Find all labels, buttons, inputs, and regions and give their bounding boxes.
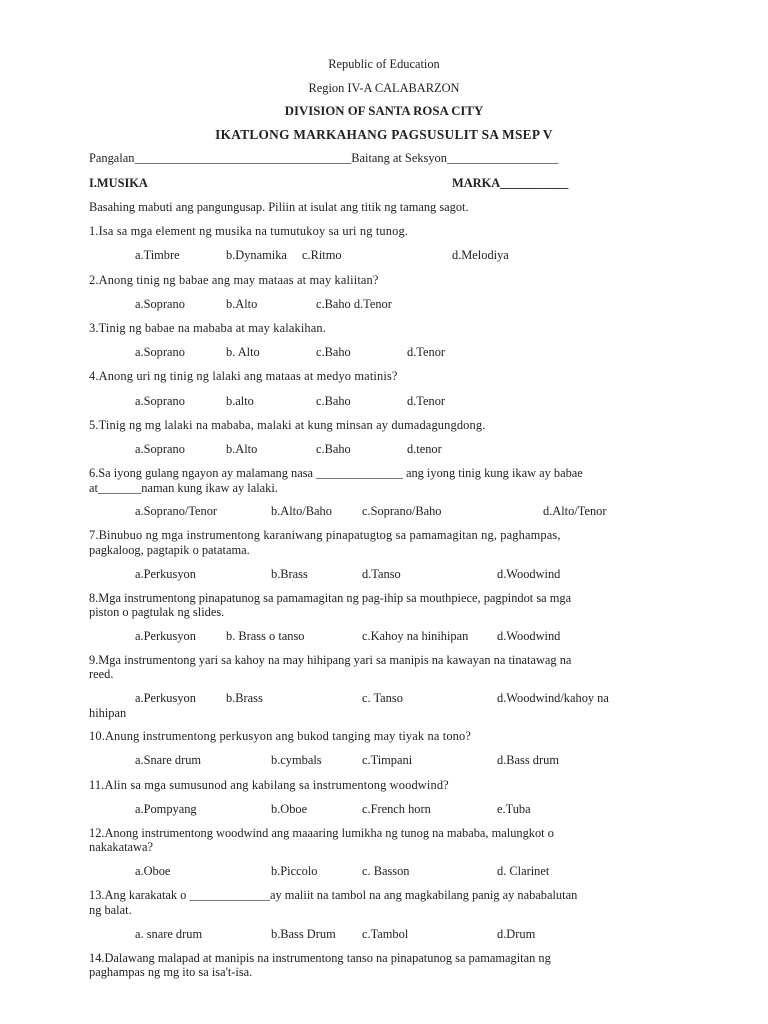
- question-6-line1: 6.Sa iyong gulang ngayon ay malamang nasa ______________ ang iyong tinig kung ikaw ay babae: [89, 466, 583, 480]
- question-13-line1: 13.Ang karakatak o _____________ay maliit na tambol na ang magkabilang panig ay nababalutan: [89, 888, 578, 902]
- choice-6d: d.Alto/Tenor: [543, 504, 607, 518]
- choice-2cd: c.Baho d.Tenor: [316, 297, 392, 311]
- header-division: DIVISION OF SANTA ROSA CITY: [284, 104, 484, 118]
- choice-8d: d.Woodwind: [497, 629, 561, 643]
- question-6-line2: at_______naman kung ikaw ay lalaki.: [89, 481, 278, 495]
- question-11: 11.Alin sa mga sumusunod ang kabilang sa instrumentong woodwind?: [89, 778, 449, 792]
- question-8-line2: piston o pagtulak ng slides.: [89, 605, 225, 619]
- choice-10b: b.cymbals: [271, 753, 322, 767]
- choice-7d: d.Woodwind: [497, 567, 561, 581]
- question-9-line2: reed.: [89, 667, 114, 681]
- choice-7a: a.Perkusyon: [135, 567, 196, 581]
- choice-11a: a.Pompyang: [135, 802, 197, 816]
- choice-9c: c. Tanso: [362, 691, 403, 705]
- choice-10d: d.Bass drum: [497, 753, 559, 767]
- choice-1b: b.Dynamika: [226, 248, 287, 262]
- choice-10a: a.Snare drum: [135, 753, 202, 767]
- choice-3d: d.Tenor: [407, 345, 446, 359]
- header-region: Region IV-A CALABARZON: [308, 81, 460, 95]
- choice-4d: d.Tenor: [407, 394, 446, 408]
- question-5: 5.Tinig ng mg lalaki na mababa, malaki at kung minsan ay dumadagungdong.: [89, 418, 486, 432]
- choice-1d: d.Melodiya: [452, 248, 509, 262]
- instructions: Basahing mabuti ang pangungusap. Piliin at isulat ang titik ng tamang sagot.: [89, 200, 469, 214]
- question-8-line1: 8.Mga instrumentong pinapatunog sa pamamagitan ng pag-ihip sa mouthpiece, pagpindot sa mga: [89, 591, 572, 605]
- choice-8c: c.Kahoy na hinihipan: [362, 629, 469, 643]
- section-heading-musika: I.MUSIKA: [89, 176, 148, 190]
- choice-12a: a.Oboe: [135, 864, 171, 878]
- question-14-line2: paghampas ng mg ito sa isa't-isa.: [89, 965, 253, 979]
- question-12-line2: nakakatawa?: [89, 840, 153, 854]
- choice-9a: a.Perkusyon: [135, 691, 196, 705]
- choice-11d: e.Tuba: [497, 802, 531, 816]
- choice-6c: c.Soprano/Baho: [362, 504, 442, 518]
- choice-1a: a.Timbre: [135, 248, 180, 262]
- choice-13b: b.Bass Drum: [271, 927, 336, 941]
- choice-3a: a.Soprano: [135, 345, 185, 359]
- choice-9d: d.Woodwind/kahoy na: [497, 691, 609, 705]
- question-14-line1: 14.Dalawang malapad at manipis na instrumentong tanso na pinapatunog sa pamamagitan ng: [89, 951, 551, 965]
- choice-6a: a.Soprano/Tenor: [135, 504, 218, 518]
- choice-4a: a.Soprano: [135, 394, 185, 408]
- question-7-line2: pagkaloog, pagtapik o patatama.: [89, 543, 250, 557]
- question-10: 10.Anung instrumentong perkusyon ang bukod tanging may tiyak na tono?: [89, 729, 472, 743]
- choice-13c: c.Tambol: [362, 927, 409, 941]
- choice-3c: c.Baho: [316, 345, 351, 359]
- choice-5d: d.tenor: [407, 442, 442, 456]
- choice-7c: d.Tanso: [362, 567, 401, 581]
- question-1: 1.Isa sa mga element ng musika na tumutukoy sa uri ng tunog.: [89, 224, 409, 238]
- question-7-line1: 7.Binubuo ng mga instrumentong karaniwang pinapatugtog sa pamamagitan ng, paghampas,: [89, 528, 561, 542]
- choice-1c: c.Ritmo: [302, 248, 342, 262]
- choice-11c: c.French horn: [362, 802, 431, 816]
- choice-9d-cont: hihipan: [89, 706, 127, 720]
- choice-8b: b. Brass o tanso: [226, 629, 305, 643]
- choice-12b: b.Piccolo: [271, 864, 318, 878]
- choice-6b: b.Alto/Baho: [271, 504, 332, 518]
- choice-5b: b.Alto: [226, 442, 258, 456]
- score-field: MARKA___________: [452, 176, 569, 190]
- question-12-line1: 12.Anong instrumentong woodwind ang maaaring lumikha ng tunog na mababa, malungkot o: [89, 826, 554, 840]
- choice-13d: d.Drum: [497, 927, 536, 941]
- question-4: 4.Anong uri ng tinig ng lalaki ang mataas at medyo matinis?: [89, 369, 398, 383]
- choice-4b: b.alto: [226, 394, 254, 408]
- question-3: 3.Tinig ng babae na mababa at may kalakihan.: [89, 321, 327, 335]
- choice-12c: c. Basson: [362, 864, 410, 878]
- choice-5c: c.Baho: [316, 442, 351, 456]
- choice-5a: a.Soprano: [135, 442, 185, 456]
- header-republic: Republic of Education: [328, 57, 440, 71]
- choice-8a: a.Perkusyon: [135, 629, 196, 643]
- choice-11b: b.Oboe: [271, 802, 308, 816]
- choice-10c: c.Timpani: [362, 753, 413, 767]
- question-13-line2: ng balat.: [89, 903, 132, 917]
- choice-13a: a. snare drum: [135, 927, 203, 941]
- question-2: 2.Anong tinig ng babae ang may mataas at may kaliitan?: [89, 273, 379, 287]
- choice-9b: b.Brass: [226, 691, 263, 705]
- question-9-line1: 9.Mga instrumentong yari sa kahoy na may hihipang yari sa manipis na kawayan na tinatawag na: [89, 653, 572, 667]
- choice-12d: d. Clarinet: [497, 864, 550, 878]
- choice-2a: a.Soprano: [135, 297, 185, 311]
- choice-7b: b.Brass: [271, 567, 308, 581]
- choice-3b: b. Alto: [226, 345, 260, 359]
- name-section-field: Pangalan___________________________________Baitang at Seksyon__________________: [89, 151, 559, 165]
- choice-4c: c.Baho: [316, 394, 351, 408]
- exam-title: IKATLONG MARKAHANG PAGSUSULIT SA MSEP V: [215, 127, 553, 142]
- choice-2b: b.Alto: [226, 297, 258, 311]
